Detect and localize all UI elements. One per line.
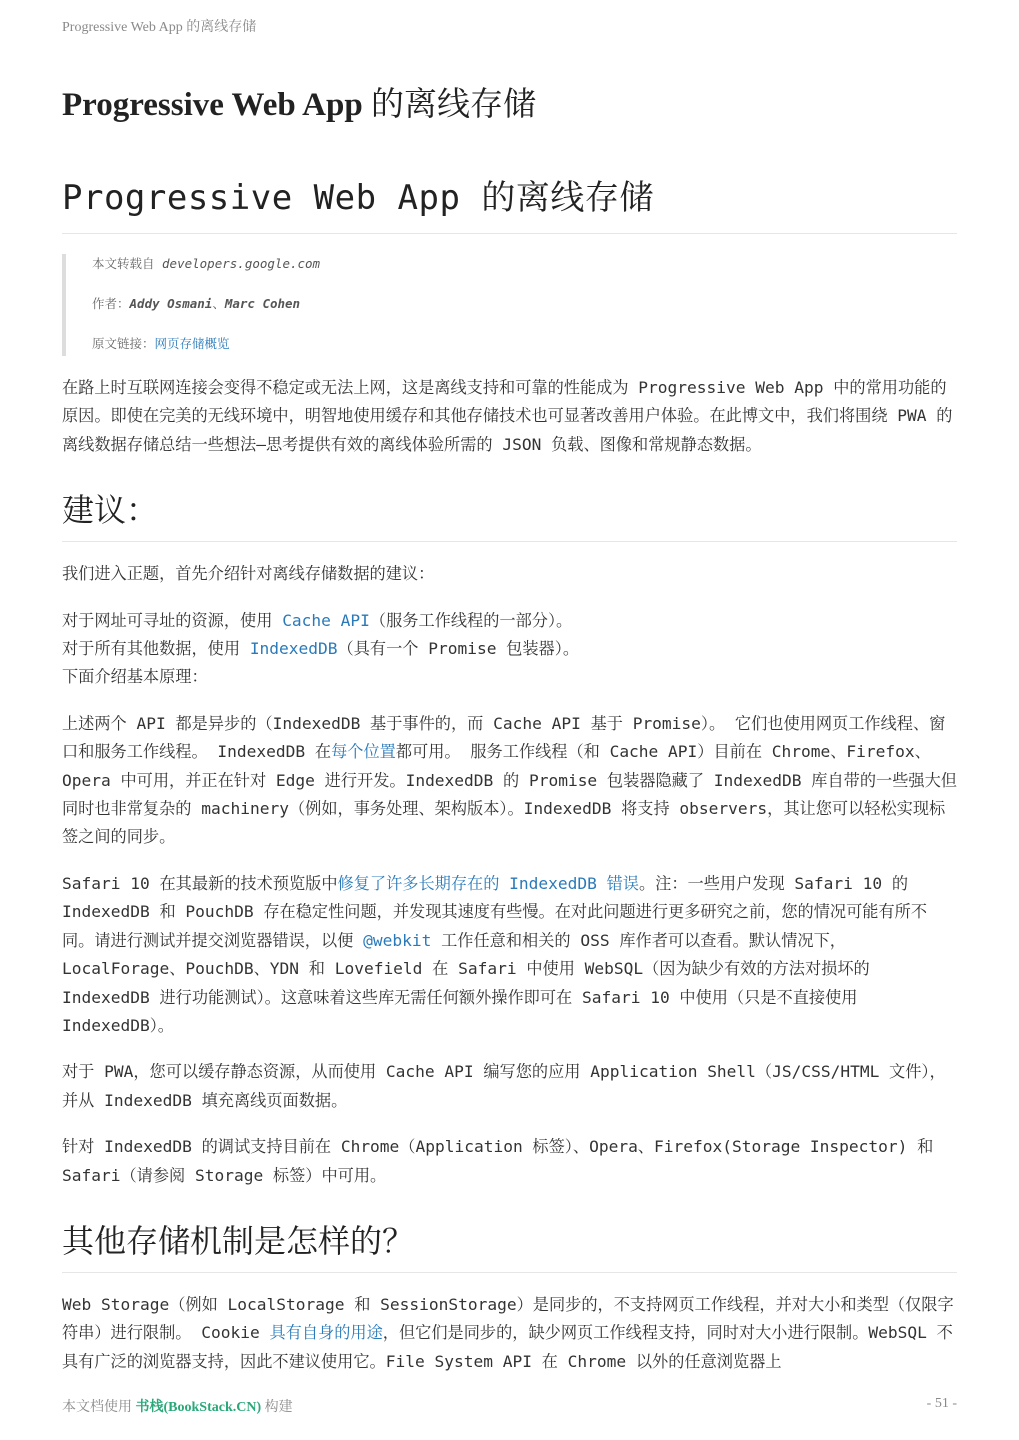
footer-suffix: 构建 [261,1400,293,1415]
document-title [62,78,536,125]
cookie-usage-link[interactable]: 具有自身的用途 [269,1323,383,1343]
author-prefix: 作者： [92,296,130,311]
async-text-b: 都可用。 服务工作线程（和 Cache API）目前在 Chrome、Firefox、Opera 中可用，并正在针对 Edge 进行开发。IndexedDB 的 Promise 包装器隐藏了 IndexedDB 库自带的一些强大但同时也非常复杂的 machinery（例如，事务处理、架构版本）。IndexedDB 将支持 observers，其让您可以轻松实现标签之间的同步。 [62,742,957,847]
rec-item-1-suffix: （服务工作线程的一部分）。 [369,610,573,630]
section-heading-recommendations: 建议： [62,489,957,542]
web-storage-text-a: Web Storage（例如 LocalStorage 和 SessionStorage）是同步的，不支持网页工作线程，并对大小和类型（仅限字符串）进行限制。 Cookie [62,1294,954,1343]
rec-item-2-text: 对于所有其他数据，使用 [62,639,250,659]
article-content [62,170,957,1376]
safari-bugfix-link[interactable]: 修复了许多长期存在的 IndexedDB 错误 [337,873,639,893]
async-paragraph [62,710,957,852]
safari-text-a: Safari 10 在其最新的技术预览版中 [62,873,338,893]
debug-paragraph: 针对 IndexedDB 的调试支持目前在 Chrome（Application 标签）、Opera、Firefox(Storage Inspector) 和 Safari（请参阅 Storage 标签）中可用。 [62,1137,934,1185]
safari-text-b: 。注：一些用户发现 Safari 10 的 IndexedDB 和 PouchDB 存在稳定性问题，并发现其速度有些慢。在对此问题进行更多研究之前，您的情况可能有所不同。请进行测试并提交浏览器错误，以便 [62,873,928,950]
original-article-link[interactable]: 网页存储概览 [154,336,230,351]
rec-item-1-text: 对于网址可寻址的资源，使用 [62,610,283,630]
section-heading-other-storage: 其他存储机制是怎样的？ [62,1220,957,1273]
source-prefix: 本文转载自 [92,256,163,271]
original-link-line [92,334,957,356]
everywhere-link[interactable]: 每个位置 [331,742,396,762]
document-title-rest: 的离线存储 [362,87,536,123]
document-title-bold: Progressive Web App [62,87,363,123]
async-text-a: 上述两个 API 都是异步的（IndexedDB 基于事件的，而 Cache API 基于 Promise）。 它们也使用网页工作线程、窗口和服务工作线程。 IndexedDB 在 [62,713,946,762]
intro-paragraph: 在路上时互联网连接会变得不稳定或无法上网，这是离线支持和可靠的性能成为 Progressive Web App 中的常用功能的原因。即使在完美的无线环境中，明智地使用缓存和其他存储技术也可显著改善用户体验。在此博文中，我们将围绕 PWA 的离线数据存储总结一些想法—思考提供有效的离线体验所需的 JSON 负载、图像和常规静态数据。 [62,378,953,454]
author-line [92,294,957,334]
source-line [92,254,957,294]
footer-credit [62,1396,293,1416]
source-blockquote [62,254,957,356]
safari-text-c: 工作任意和相关的 OSS 库作者可以查看。默认情况下，LocalForage、PouchDB、YDN 和 Lovefield 在 Safari 中使用 WebSQL（因为缺少有效的方法对损坏的 IndexedDB 进行功能测试）。这意味着这些库无需任何额外操作即可在 Safari 10 中使用（只是不直接使用 IndexedDB）。 [62,930,870,1035]
footer-prefix: 本文档使用 [62,1400,136,1415]
author-name-2: Marc Cohen [224,296,301,311]
indexeddb-link[interactable]: IndexedDB [249,639,338,659]
web-storage-text-b: ，但它们是同步的，缺少网页工作线程支持，同时对大小进行限制。WebSQL 不具有广泛的浏览器支持，因此不建议使用它。File System API 在 Chrome 以外的任意浏览器上 [62,1323,953,1371]
main-heading: Progressive Web App 的离线存储 [62,170,957,234]
author-separator: 、 [212,296,225,311]
source-site: developers.google.com [162,256,321,271]
page-number: - 51 - [926,1396,957,1411]
running-header: Progressive Web App 的离线存储 [62,20,257,35]
original-link-prefix: 原文链接： [92,336,155,351]
rationale-intro: 下面介绍基本原理： [62,667,208,687]
cache-api-link[interactable]: Cache API [282,610,370,630]
webkit-link[interactable]: @webkit [363,930,432,950]
web-storage-paragraph [62,1291,957,1376]
safari-paragraph [62,870,957,1040]
recommendations-list [62,607,957,692]
author-name-1: Addy Osmani [129,296,213,311]
rec-item-2-suffix: （具有一个 Promise 包装器）。 [337,639,580,659]
pwa-paragraph: 对于 PWA，您可以缓存静态资源，从而使用 Cache API 编写您的应用 Application Shell（JS/CSS/HTML 文件），并从 IndexedDB 填充离线页面数据。 [62,1062,946,1110]
recommendations-intro: 我们进入正题，首先介绍针对离线存储数据的建议： [62,564,435,584]
bookstack-link[interactable]: 书栈(BookStack.CN) [135,1400,262,1415]
